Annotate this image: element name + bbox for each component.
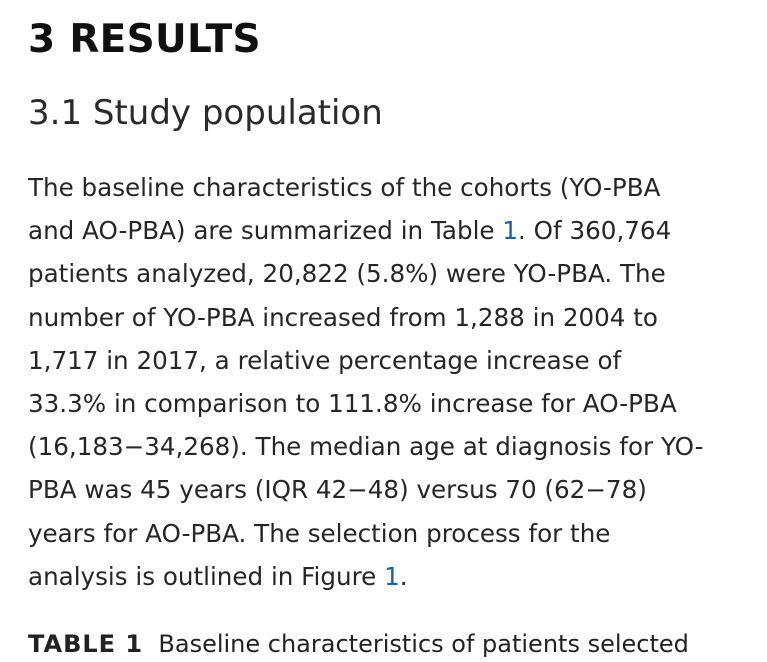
paragraph-text: and AO-PBA) are summarized in Table — [28, 216, 503, 246]
paragraph-line: PBA was 45 years (IQR 42−48) versus 70 (62−78) — [28, 475, 647, 505]
paragraph-text: . — [399, 561, 408, 591]
paragraph-line: years for AO-PBA. The selection process for the — [28, 518, 611, 548]
table-1-label: TABLE 1 — [28, 630, 144, 658]
subsection-title: 3.1 Study population — [28, 93, 383, 133]
study-population-paragraph — [28, 166, 763, 598]
figure-1-reference-link[interactable]: 1 — [384, 561, 400, 591]
table-1-caption-text: Baseline characteristics of patients selected — [158, 630, 689, 658]
table-1-caption — [28, 626, 767, 662]
paragraph-line: (16,183−34,268). The median age at diagnosis for YO- — [28, 432, 704, 462]
paragraph-line: The baseline characteristics of the cohorts (YO-PBA — [28, 173, 661, 202]
section-title: 3 RESULTS — [28, 17, 261, 62]
table-1-reference-link[interactable]: 1 — [502, 216, 519, 246]
paragraph-line: patients analyzed, 20,822 (5.8%) were YO-PBA. The — [28, 259, 666, 289]
paragraph-line — [28, 209, 763, 252]
paragraph-line — [28, 555, 763, 598]
paragraph-line: number of YO-PBA increased from 1,288 in 2004 to — [28, 302, 658, 332]
paragraph-text: . Of 360,764 — [518, 216, 672, 246]
paragraph-line: 33.3% in comparison to 111.8% increase for AO-PBA — [28, 389, 677, 419]
paragraph-text: analysis is outlined in Figure — [28, 561, 385, 591]
paragraph-line: 1,717 in 2017, a relative percentage increase of — [28, 345, 622, 375]
